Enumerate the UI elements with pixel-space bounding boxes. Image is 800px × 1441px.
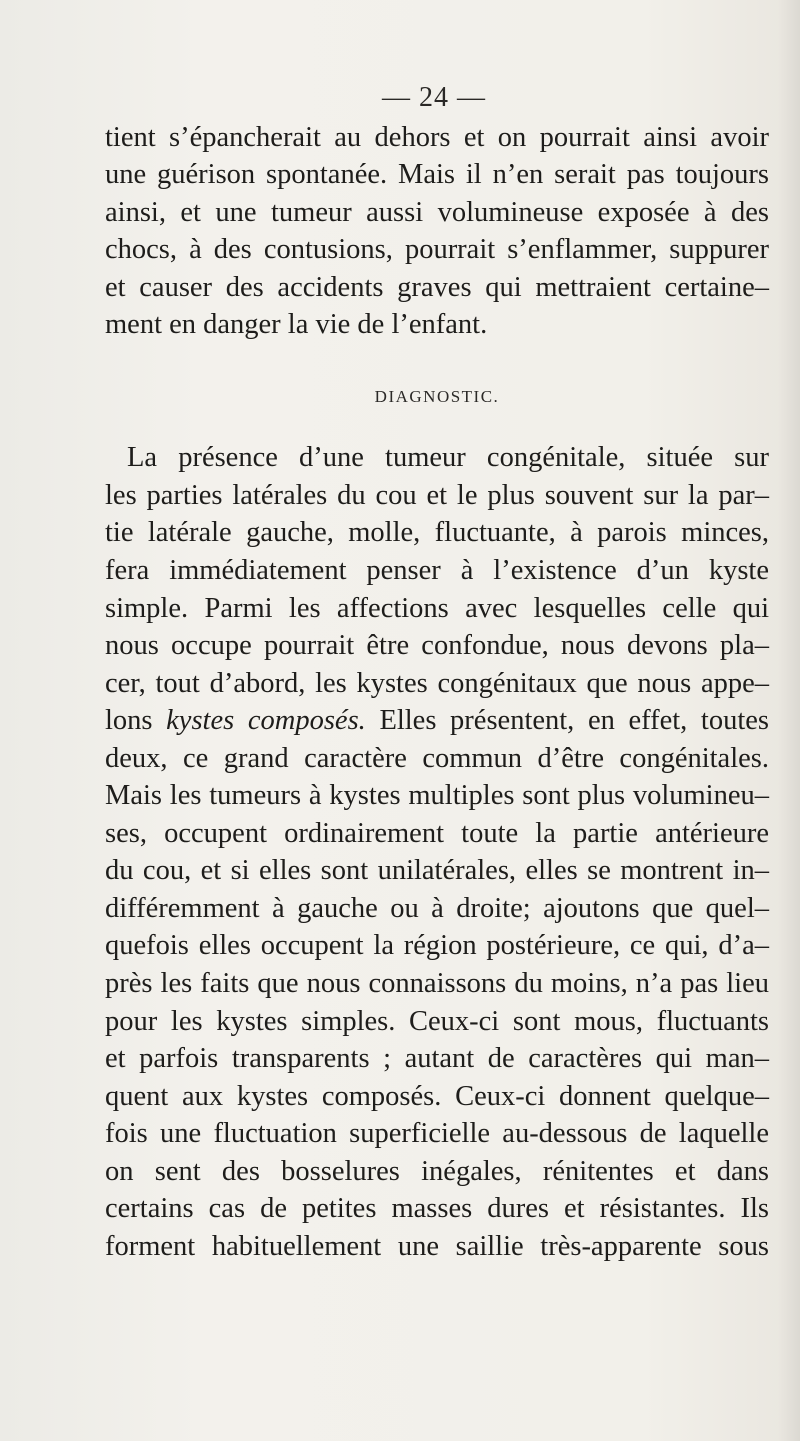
section-heading: DIAGNOSTIC.	[374, 387, 500, 407]
text-line: certains cas de petites masses dures et résistantes. Ils	[105, 1193, 769, 1225]
text-line: et parfois transparents ; autant de caractères qui man–	[105, 1043, 769, 1075]
text-line: fera immédiatement penser à l’existence d’un kyste	[105, 554, 769, 586]
text-line: une guérison spontanée. Mais il n’en serait pas toujours	[105, 159, 769, 191]
text-line: ainsi, et une tumeur aussi volumineuse exposée à des	[105, 196, 769, 228]
text-line: ses, occupent ordinairement toute la partie antérieure	[105, 817, 769, 849]
text-line: chocs, à des contusions, pourrait s’enflammer, suppurer	[105, 234, 769, 266]
text-line: tient s’épancherait au dehors et on pourrait ainsi avoir	[105, 122, 769, 153]
italic-term: kystes composés.	[166, 705, 366, 737]
text-line: les parties latérales du cou et le plus souvent sur la par–	[105, 479, 769, 511]
text-line: Mais les tumeurs à kystes multiples sont plus volumineu–	[105, 780, 769, 812]
text-line: différemment à gauche ou à droite; ajoutons que quel–	[105, 892, 769, 924]
text-line: cer, tout d’abord, les kystes congénitaux que nous appe–	[105, 667, 769, 699]
text-line: forment habituellement une saillie très-apparente sous	[105, 1230, 769, 1262]
text-line-mixed	[105, 702, 769, 740]
text-line: on sent des bosselures inégales, rénitentes et dans	[105, 1155, 769, 1187]
text-segment: Elles présentent, en effet, toutes	[379, 705, 770, 737]
text-line: quent aux kystes composés. Ceux-ci donnent quelque–	[105, 1080, 769, 1112]
text-line: simple. Parmi les affections avec lesquelles celle qui	[105, 592, 769, 624]
text-line: ment en danger la vie de l’enfant.	[105, 308, 488, 340]
text-line: et causer des accidents graves qui mettraient certaine–	[105, 271, 769, 303]
page-text	[105, 119, 769, 1265]
text-line: près les faits que nous connaissons du moins, n’a pas lieu	[105, 968, 769, 999]
text-line: du cou, et si elles sont unilatérales, elles se montrent in–	[105, 855, 769, 887]
text-line: deux, ce grand caractère commun d’être congénitales.	[105, 742, 769, 774]
text-line: La présence d’une tumeur congénitale, située sur	[127, 442, 769, 474]
text-line: pour les kystes simples. Ceux-ci sont mous, fluctuants	[105, 1005, 769, 1037]
page-edge-shadow	[778, 0, 800, 1441]
text-line: nous occupe pourrait être confondue, nous devons pla–	[105, 630, 769, 662]
text-line: tie latérale gauche, molle, fluctuante, à parois minces,	[105, 517, 769, 549]
paragraph-diagnostic	[105, 439, 769, 1265]
page-number: — 24 —	[382, 82, 486, 113]
text-line: quefois elles occupent la région postérieure, ce qui, d’a–	[105, 930, 769, 962]
text-segment: lons	[105, 705, 153, 737]
text-line: fois une fluctuation superficielle au-dessous de laquelle	[105, 1118, 769, 1150]
paragraph-continuation	[105, 119, 769, 343]
